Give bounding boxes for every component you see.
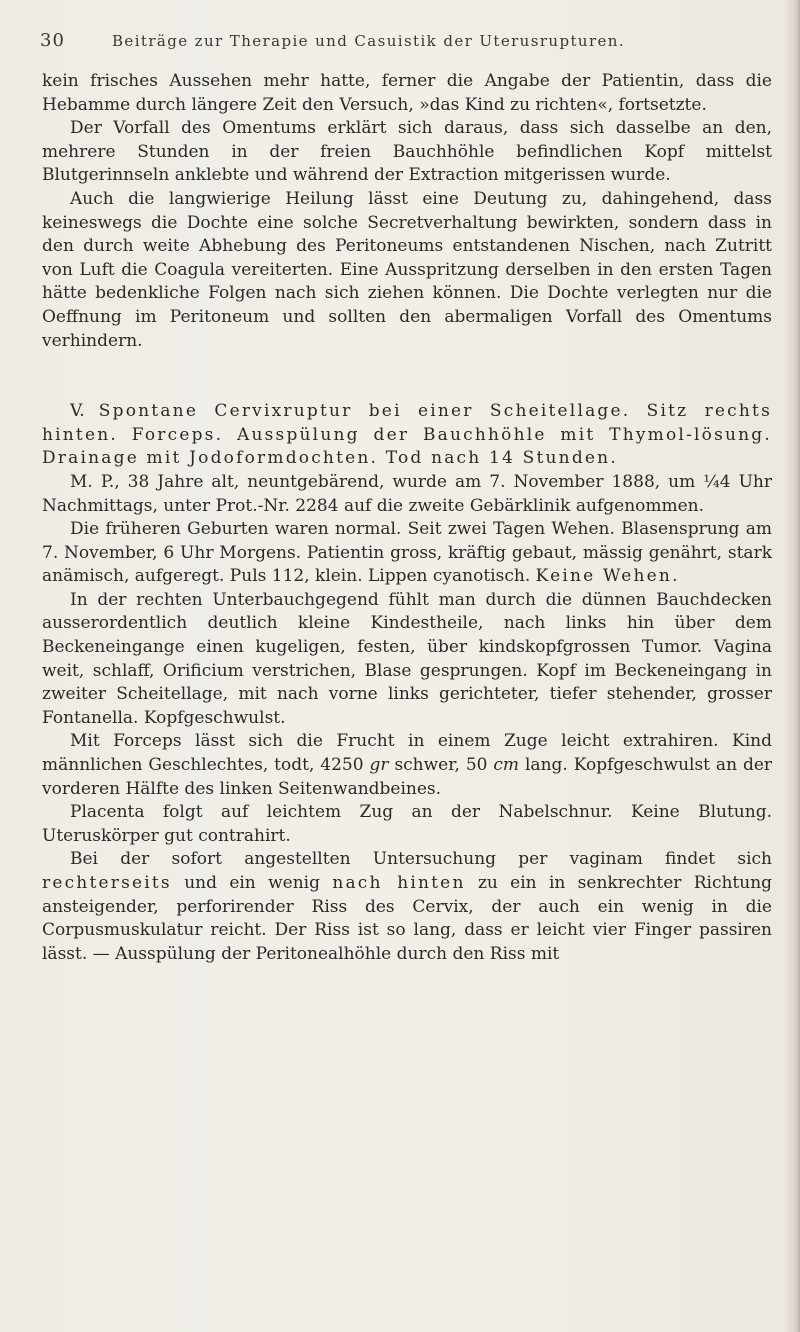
running-head: Beiträge zur Therapie und Casuistik der Uterusrupturen.: [112, 32, 626, 50]
backwards-emphasis: nach hinten: [332, 873, 466, 893]
paragraph-7-text-a: Mit Forceps lässt sich die Frucht in einem Zuge leicht extrahiren. Kind männlichen Geschlechtes, todt, 4250: [42, 731, 772, 776]
page-number: 30: [40, 30, 65, 51]
body-text: [42, 70, 772, 966]
page-edge: [786, 0, 800, 1332]
paragraph-1: kein frisches Aussehen mehr hatte, ferner die Angabe der Patientin, dass die Hebamme durch längere Zeit den Versuch, »das Kind zu richten«, fortsetzte.: [42, 71, 772, 115]
page-header: [40, 28, 760, 54]
paragraph-6: In der rechten Unterbauchgegend fühlt man durch die dünnen Bauchdecken ausserordentlich deutlich kleine Kindestheile, nach links hin über dem Beckeneingange einen kugeligen, festen, über kindskopfgrossen Tumor. Vagina weit, schlaff, Orificium verstrichen, Blase gesprungen. Kopf im Beckeneingang in zweiter Scheitellage, mit nach vorne links gerichteter, tiefer stehender, grosser Fontanella. Kopfgeschwulst.: [42, 589, 772, 728]
no-contractions-emphasis: Keine Wehen.: [535, 566, 680, 587]
unit-cm: cm: [493, 755, 520, 776]
paragraph-5: [42, 518, 772, 589]
paragraph-9-text-e: zu ein in senkrechter Richtung ansteigender, perforirender Riss des Cervix, der auch ein wenig in die Corpusmuskulatur reicht. Der Riss ist so lang, dass er leicht vier Finger passiren lässt. — Ausspülung der Peritonealhöhle durch den Riss mit: [42, 873, 773, 964]
paragraph-7: [42, 730, 772, 801]
paragraph-5-text: Die früheren Geburten waren normal. Seit zwei Tagen Wehen. Blasensprung am 7. November, 6 Uhr Morgens. Patientin gross, kräftig gebaut, mässig genährt, stark anämisch, aufgeregt. Puls 112, klein. Lippen cyanotisch.: [42, 519, 772, 587]
paragraph-3: Auch die langwierige Heilung lässt eine Deutung zu, dahingehend, dass keineswegs die Dochte eine solche Secretverhaltung bewirkten, sondern dass in den durch weite Abhebung des Peritoneums entstandenen Nischen, nach Zutritt von Luft die Coagula vereiterten. Eine Ausspritzung derselben in den ersten Tagen hätte bedenkliche Folgen nach sich ziehen können. Die Dochte verlegten nur die Oeffnung im Peritoneum und sollten den abermaligen Vorfall des Omentums verhindern.: [42, 188, 772, 351]
paragraph-7-text-b: schwer, 50: [394, 755, 488, 776]
paragraph-9: [42, 848, 772, 966]
paragraph-8: Placenta folgt auf leichtem Zug an der Nabelschnur. Keine Blutung. Uteruskörper gut contrahirt.: [42, 802, 772, 846]
right-side-emphasis: rechterseits: [42, 873, 172, 893]
case-title: Spontane Cervixruptur bei einer Scheitellage. Sitz rechts hinten. Forceps. Ausspülung der Bauchhöhle mit Thymol-lösung. Drainage mit Jodoformdochten. Tod nach 14 Stunden.: [42, 401, 772, 469]
paragraph-7-text-c: lang. Kopfgeschwulst an der vorderen Hälfte des linken Seitenwandbeines.: [42, 755, 773, 799]
paragraph-2: Der Vorfall des Omentums erklärt sich daraus, dass sich dasselbe an den, mehrere Stunden in der freien Bauchhöhle befindlichen Kopf mittelst Blutgerinnseln anklebte und während der Extraction mitgerissen wurde.: [42, 118, 772, 186]
paragraph-9-text-c: und ein wenig: [184, 873, 320, 893]
unit-gram: gr: [369, 755, 389, 776]
paragraph-9-text-a: Bei der sofort angestellten Untersuchung per vaginam findet sich: [70, 849, 772, 870]
case-number: V.: [70, 401, 85, 422]
case-heading: [42, 400, 772, 471]
paragraph-4: M. P., 38 Jahre alt, neuntgebärend, wurde am 7. November 1888, um ¼4 Uhr Nachmittags, unter Prot.-Nr. 2284 auf die zweite Gebärklinik aufgenommen.: [42, 471, 772, 516]
